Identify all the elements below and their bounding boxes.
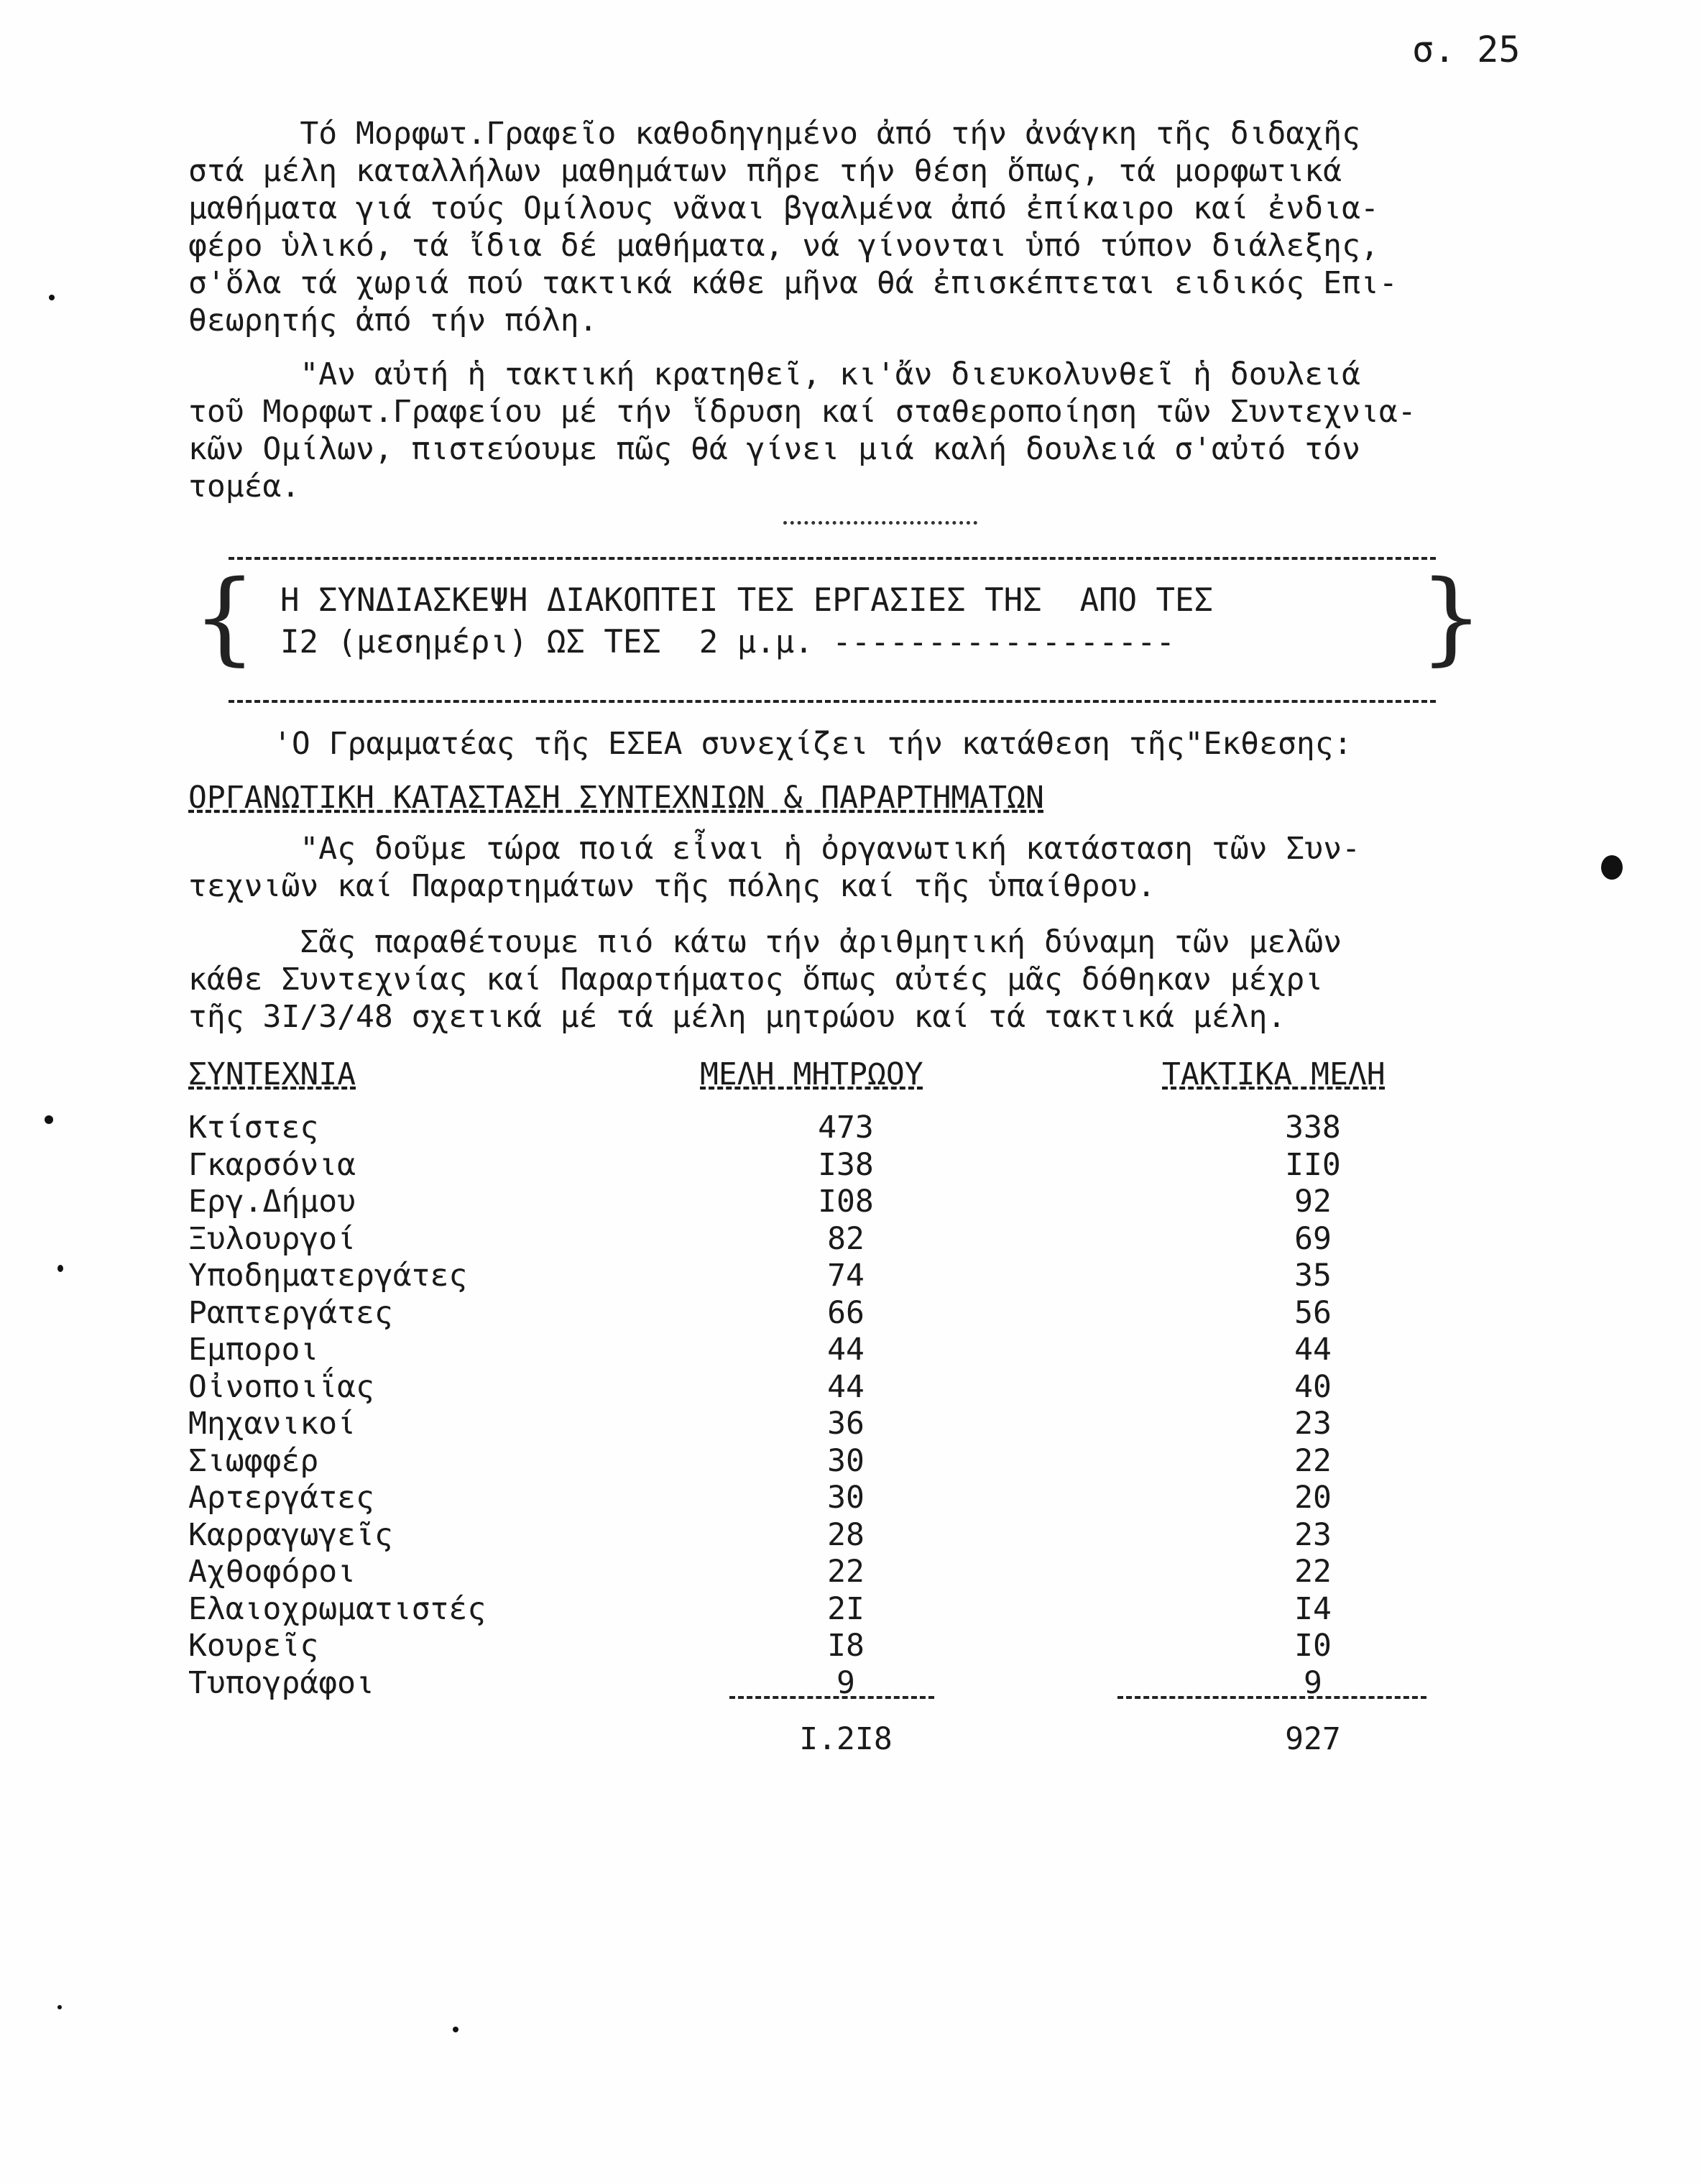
scan-speck (453, 2027, 458, 2032)
regular-count: 69 (1294, 1220, 1332, 1257)
notice-line-2: Ι2 (μεσημέρι) ΩΣ ΤΕΣ 2 μ.μ. ------------------ (280, 624, 1176, 660)
registry-count: 473 (818, 1110, 874, 1146)
paragraph-status: "Ας δοῦμε τώρα ποιά εἶναι ἡ ὀργανωτική κατάσταση τῶν Συν- τεχνιῶν καί Παραρτημάτων τῆς πόλης καί τῆς ὑπαίθρου. (188, 831, 1360, 904)
registry-count: 22 (827, 1554, 865, 1590)
table-row (188, 1591, 1482, 1628)
right-brace: } (1419, 559, 1484, 676)
scan-speck (45, 1115, 53, 1124)
registry-count: 82 (827, 1220, 865, 1257)
header-regular-members: ΤΑΚΤΙΚΑ ΜΕΛΗ (1162, 1056, 1386, 1092)
registry-count: 44 (827, 1368, 865, 1405)
regular-count: Ι0 (1294, 1628, 1332, 1664)
paragraph-membership: Σᾶς παραθέτουμε πιό κάτω τήν ἀριθμητική δύναμη τῶν μελῶν κάθε Συντεχνίας καί Παραρτήματος ὅπως αὐτές μᾶς δόθηκαν μέχρι τῆς 3Ι/3/48 σχετικά μέ τά μέλη μητρώου καί τά τακτικά μέλη. (188, 924, 1342, 1035)
total-separator-registry (729, 1696, 934, 1699)
registry-count: 2Ι (827, 1590, 865, 1627)
union-name: Ραπτεργάτες (188, 1294, 393, 1331)
union-name: Αρτεργάτες (188, 1480, 374, 1516)
registry-count: 36 (827, 1406, 865, 1442)
regular-count: 23 (1294, 1516, 1332, 1553)
table-row (188, 1406, 1482, 1443)
regular-count: 92 (1294, 1184, 1332, 1220)
scan-speck (57, 2005, 62, 2009)
page-number: σ. 25 (1412, 29, 1521, 70)
regular-count: 56 (1294, 1294, 1332, 1331)
table-row (188, 1332, 1482, 1369)
union-name: Οἰνοποιΐας (188, 1368, 374, 1405)
header-union: ΣΥΝΤΕΧΝΙΑ (188, 1056, 356, 1092)
registry-count: 74 (827, 1258, 865, 1294)
scan-speck (1601, 855, 1623, 880)
paragraph-tactic: "Αν αὐτή ἡ τακτική κρατηθεῖ, κι'ἄν διευκολυνθεῖ ἡ δουλειά τοῦ Μορφωτ.Γραφείου μέ τήν ἵδρυση καί σταθεροποίηση τῶν Συντεχνια- κῶν Ομίλων, πιστεύουμε πῶς θά γίνει μιά καλή δουλειά σ'αὐτό τόν τομέα. (188, 356, 1416, 504)
table-row (188, 1554, 1482, 1591)
union-name: Μηχανικοί (188, 1406, 356, 1442)
total-regular: 927 (1285, 1721, 1341, 1757)
union-name: Ξυλουργοί (188, 1220, 356, 1257)
union-name: Κουρεῖς (188, 1628, 319, 1664)
registry-count: Ι8 (827, 1628, 865, 1664)
registry-count: Ι38 (818, 1146, 874, 1183)
table-row (188, 1443, 1482, 1480)
union-name: Εργ.Δήμου (188, 1184, 356, 1220)
table-row (188, 1295, 1482, 1332)
table-row (188, 1221, 1482, 1258)
regular-count: 9 (1304, 1664, 1322, 1701)
header-registry-members: ΜΕΛΗ ΜΗΤΡΩΟΥ (700, 1056, 923, 1092)
union-name: Κτίστες (188, 1110, 319, 1146)
scan-speck (49, 295, 55, 300)
union-name: Γκαρσόνια (188, 1146, 356, 1183)
union-name: Καρραγωγεῖς (188, 1516, 393, 1553)
table-row (188, 1369, 1482, 1406)
notice-line-1: Η ΣΥΝΔΙΑΣΚΕΨΗ ΔΙΑΚΟΠΤΕΙ ΤΕΣ ΕΡΓΑΣΙΕΣ ΤΗΣ ΑΠΟ ΤΕΣ (280, 582, 1214, 619)
registry-count: 66 (827, 1294, 865, 1331)
union-name: Ελαιοχρωματιστές (188, 1590, 487, 1627)
scan-speck (57, 1265, 63, 1272)
total-separator-regular (1117, 1696, 1426, 1699)
registry-count: 30 (827, 1442, 865, 1479)
regular-count: 23 (1294, 1406, 1332, 1442)
union-name: Εμποροι (188, 1332, 319, 1368)
regular-count: 35 (1294, 1258, 1332, 1294)
registry-count: Ι08 (818, 1184, 874, 1220)
registry-count: 9 (836, 1664, 855, 1701)
regular-count: 40 (1294, 1368, 1332, 1405)
regular-count: 20 (1294, 1480, 1332, 1516)
dotted-separator (783, 521, 977, 525)
total-registry: Ι.2Ι8 (799, 1721, 893, 1757)
union-name: Υποδηματεργάτες (188, 1258, 468, 1294)
registry-count: 30 (827, 1480, 865, 1516)
secretary-line: 'Ο Γραμματέας τῆς ΕΣΕΑ συνεχίζει τήν κατάθεση τῆς"Εκθεσης: (273, 726, 1352, 762)
section-heading: ΟΡΓΑΝΩΤΙΚΗ ΚΑΤΑΣΤΑΣΗ ΣΥΝΤΕΧΝΙΩΝ & ΠΑΡΑΡΤΗΜΑΤΩΝ (188, 780, 1044, 816)
table-row (188, 1628, 1482, 1665)
regular-count: 44 (1294, 1332, 1332, 1368)
registry-count: 44 (827, 1332, 865, 1368)
paragraph-education-office: Τό Μορφωτ.Γραφεῖο καθοδηγημένο ἀπό τήν ἀνάγκη τῆς διδαχῆς στά μέλη καταλλήλων μαθημάτων πῆρε τήν θέση ὅπως, τά μορφωτικά μαθήματα γιά τούς Ομίλους νᾶναι βγαλμένα ἀπό ἐπίκαιρο καί ἐνδια- φέρο ὑλικό, τά ἴδια δέ μαθήματα, νά γίνονται ὑπό τύπον διάλεξης, σ'ὅλα τά χωριά πού τακτικά κάθε μῆνα θά ἐπισκέπτεται ειδικός Επι- θεωρητής ἀπό τήν πόλη. (188, 116, 1398, 338)
regular-count: 22 (1294, 1554, 1332, 1590)
table-row (188, 1517, 1482, 1554)
union-name: Τυπογράφοι (188, 1664, 374, 1701)
table-row (188, 1184, 1482, 1221)
regular-count: 338 (1285, 1110, 1341, 1146)
regular-count: ΙΙ0 (1285, 1146, 1341, 1183)
left-brace: { (193, 559, 257, 676)
table-row (188, 1480, 1482, 1517)
union-name: Σιωφφέρ (188, 1442, 319, 1479)
registry-count: 28 (827, 1516, 865, 1553)
table-row (188, 1258, 1482, 1295)
table-row (188, 1147, 1482, 1184)
regular-count: 22 (1294, 1442, 1332, 1479)
union-name: Αχθοφόροι (188, 1554, 356, 1590)
regular-count: Ι4 (1294, 1590, 1332, 1627)
table-row (188, 1110, 1482, 1147)
